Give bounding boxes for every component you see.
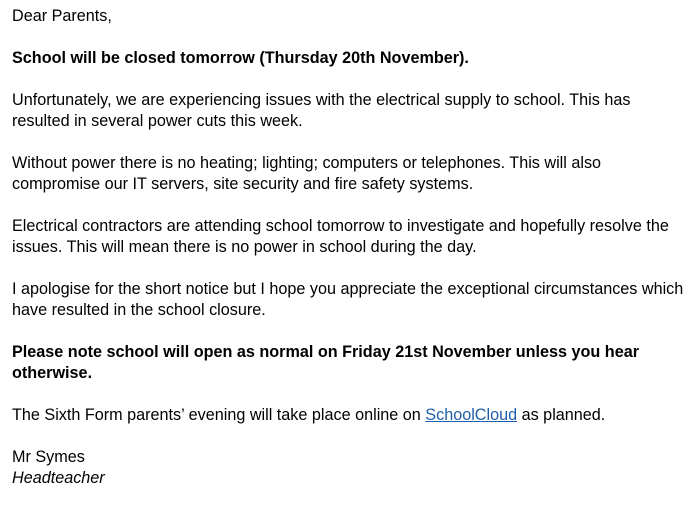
- closure-headline: School will be closed tomorrow (Thursday 20th November).: [12, 49, 469, 67]
- letter-body: [12, 6, 688, 489]
- paragraph-contractors: Electrical contractors are attending school tomorrow to investigate and hopefully resolve the issues. This will mean there is no power in school during the day.: [12, 217, 669, 256]
- signatory-title: Headteacher: [12, 469, 105, 487]
- salutation: Dear Parents,: [12, 7, 112, 25]
- reopening-notice: Please note school will open as normal on Friday 21st November unless you hear otherwise.: [12, 343, 640, 382]
- paragraph-power-impact: Without power there is no heating; lighting; computers or telephones. This will also compromise our IT servers, site security and fire safety systems.: [12, 154, 602, 193]
- signature-block: [12, 447, 688, 489]
- paragraph-sixth-form: [12, 405, 688, 426]
- sixth-form-text-after: as planned.: [517, 406, 606, 424]
- paragraph-electrical-issues: Unfortunately, we are experiencing issues with the electrical supply to school. This has resulted in several power cuts this week.: [12, 91, 631, 130]
- signatory-name: Mr Symes: [12, 448, 85, 466]
- sixth-form-text-before: The Sixth Form parents’ evening will take place online on: [12, 406, 426, 424]
- paragraph-apology: I apologise for the short notice but I hope you appreciate the exceptional circumstances which have resulted in the school closure.: [12, 280, 684, 319]
- schoolcloud-link[interactable]: SchoolCloud: [425, 406, 518, 424]
